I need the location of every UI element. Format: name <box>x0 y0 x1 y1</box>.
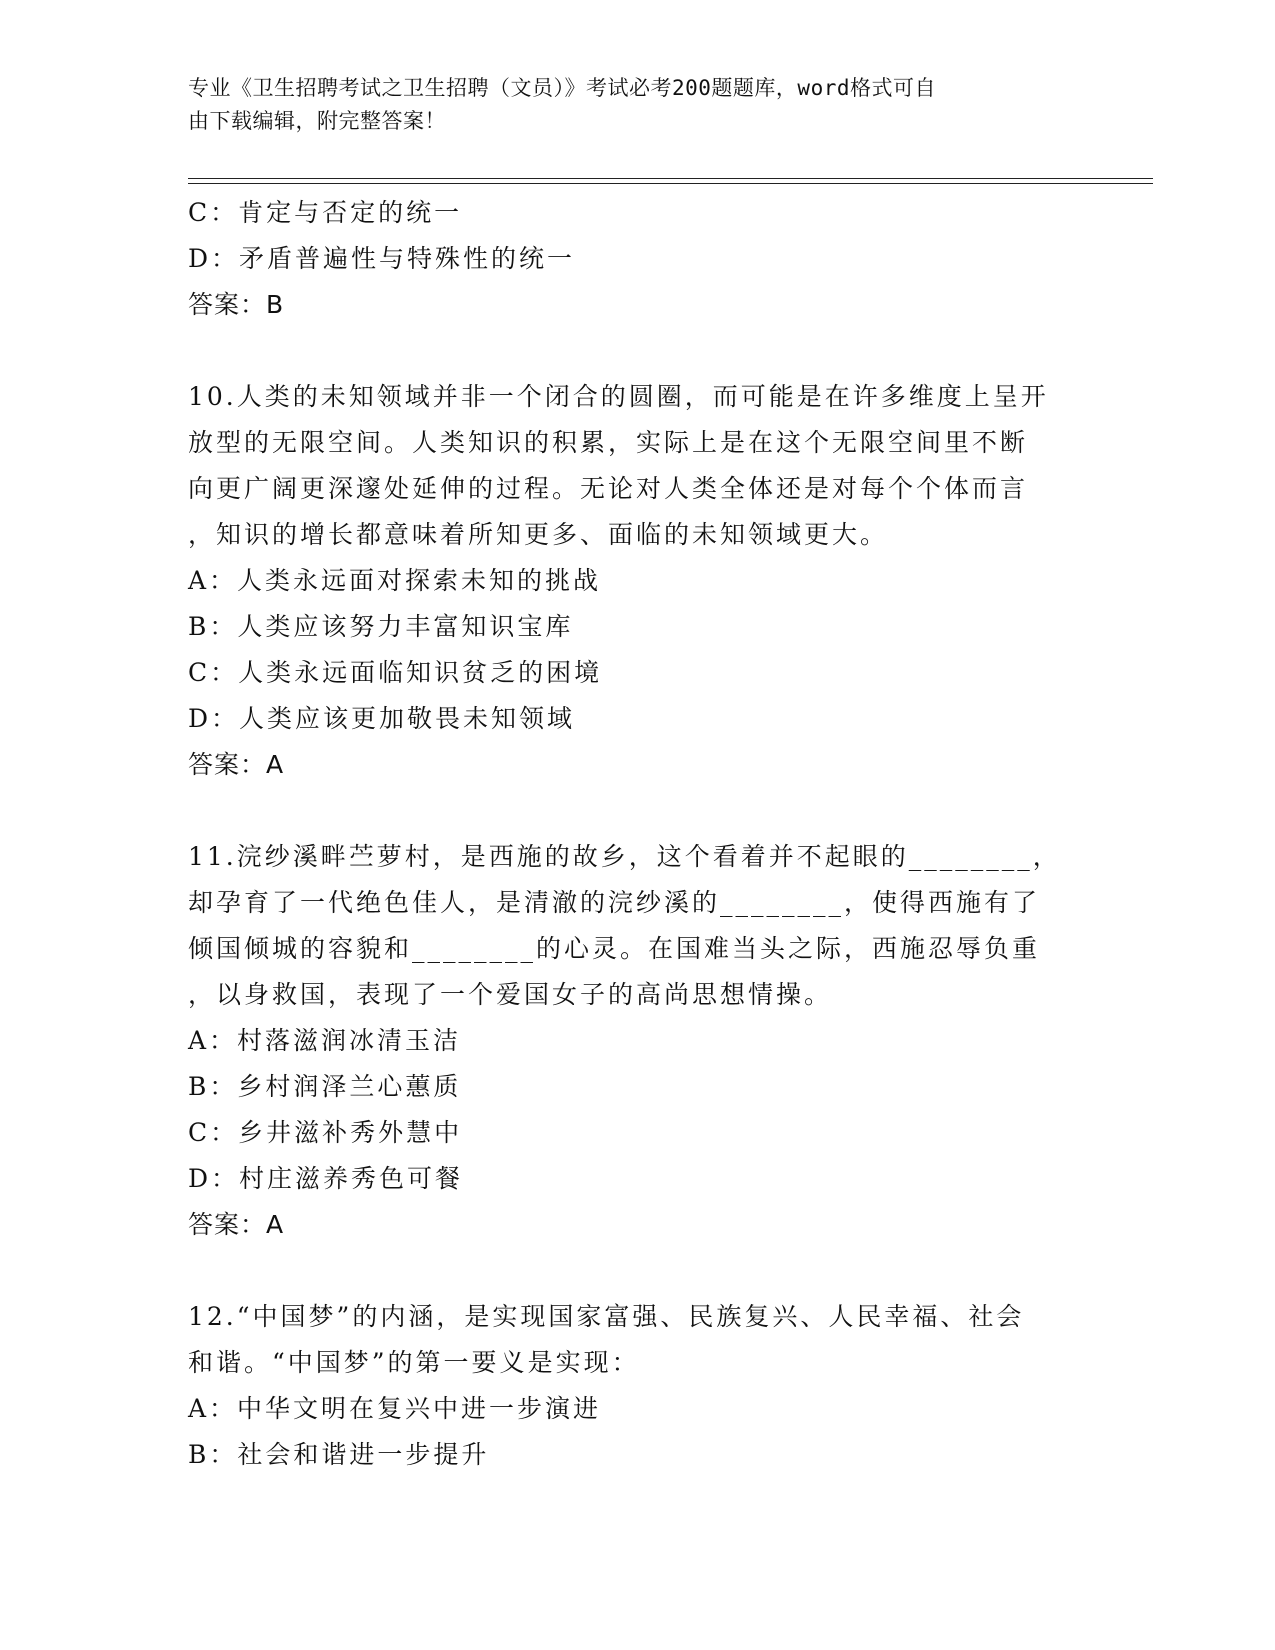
question-10 <box>188 374 1088 788</box>
option-a: A：村落滋润冰清玉洁 <box>188 1026 462 1055</box>
question-stem-line: ，以身救国，表现了一个爱国女子的高尚思想情操。 <box>188 980 833 1009</box>
question-content <box>188 190 1088 1478</box>
header-divider-top <box>188 178 1153 179</box>
document-header <box>188 72 1068 138</box>
spacer <box>188 1248 1088 1294</box>
option-d: D：人类应该更加敬畏未知领域 <box>188 704 576 733</box>
question-stem-line: 12.“中国梦”的内涵，是实现国家富强、民族复兴、人民幸福、社会 <box>188 1302 1025 1331</box>
question-12 <box>188 1294 1088 1478</box>
option-c: C：乡井滋补秀外慧中 <box>188 1118 463 1147</box>
header-divider-bottom <box>188 183 1153 184</box>
option-d: D：村庄滋养秀色可餐 <box>188 1164 464 1193</box>
option-a: A：人类永远面对探索未知的挑战 <box>188 566 602 595</box>
option-d: D：矛盾普遍性与特殊性的统一 <box>188 244 576 273</box>
option-b: B：人类应该努力丰富知识宝库 <box>188 612 574 641</box>
option-a: A：中华文明在复兴中进一步演进 <box>188 1394 602 1423</box>
option-b: B：社会和谐进一步提升 <box>188 1440 490 1469</box>
question-stem-line: 放型的无限空间。人类知识的积累，实际上是在这个无限空间里不断 <box>188 428 1029 457</box>
spacer <box>188 788 1088 834</box>
option-c: C：人类永远面临知识贫乏的困境 <box>188 658 603 687</box>
question-stem-line: 10.人类的未知领域并非一个闭合的圆圈，而可能是在许多维度上呈开 <box>188 382 1049 411</box>
question-stem-line: 和谐。“中国梦”的第一要义是实现： <box>188 1348 640 1377</box>
header-line-2: 由下载编辑，附完整答案！ <box>188 109 446 133</box>
question-stem-line: 向更广阔更深邃处延伸的过程。无论对人类全体还是对每个个体而言 <box>188 474 1029 503</box>
option-c: C：肯定与否定的统一 <box>188 198 463 227</box>
previous-question-block <box>188 190 1088 328</box>
answer-line: 答案：A <box>188 1210 285 1239</box>
question-stem-line: 倾国倾城的容貌和________的心灵。在国难当头之际，西施忍辱负重 <box>188 934 1041 963</box>
question-11 <box>188 834 1088 1248</box>
option-b: B：乡村润泽兰心蕙质 <box>188 1072 462 1101</box>
spacer <box>188 328 1088 374</box>
header-line-1: 专业《卫生招聘考试之卫生招聘（文员）》考试必考200题题库，word格式可自 <box>188 76 936 100</box>
question-stem-line: 11.浣纱溪畔苎萝村，是西施的故乡，这个看着并不起眼的________， <box>188 842 1061 871</box>
question-stem-line: 却孕育了一代绝色佳人，是清澈的浣纱溪的________，使得西施有了 <box>188 888 1041 917</box>
question-stem-line: ，知识的增长都意味着所知更多、面临的未知领域更大。 <box>188 520 889 549</box>
answer-line: 答案：A <box>188 750 285 779</box>
answer-line: 答案：B <box>188 290 285 319</box>
